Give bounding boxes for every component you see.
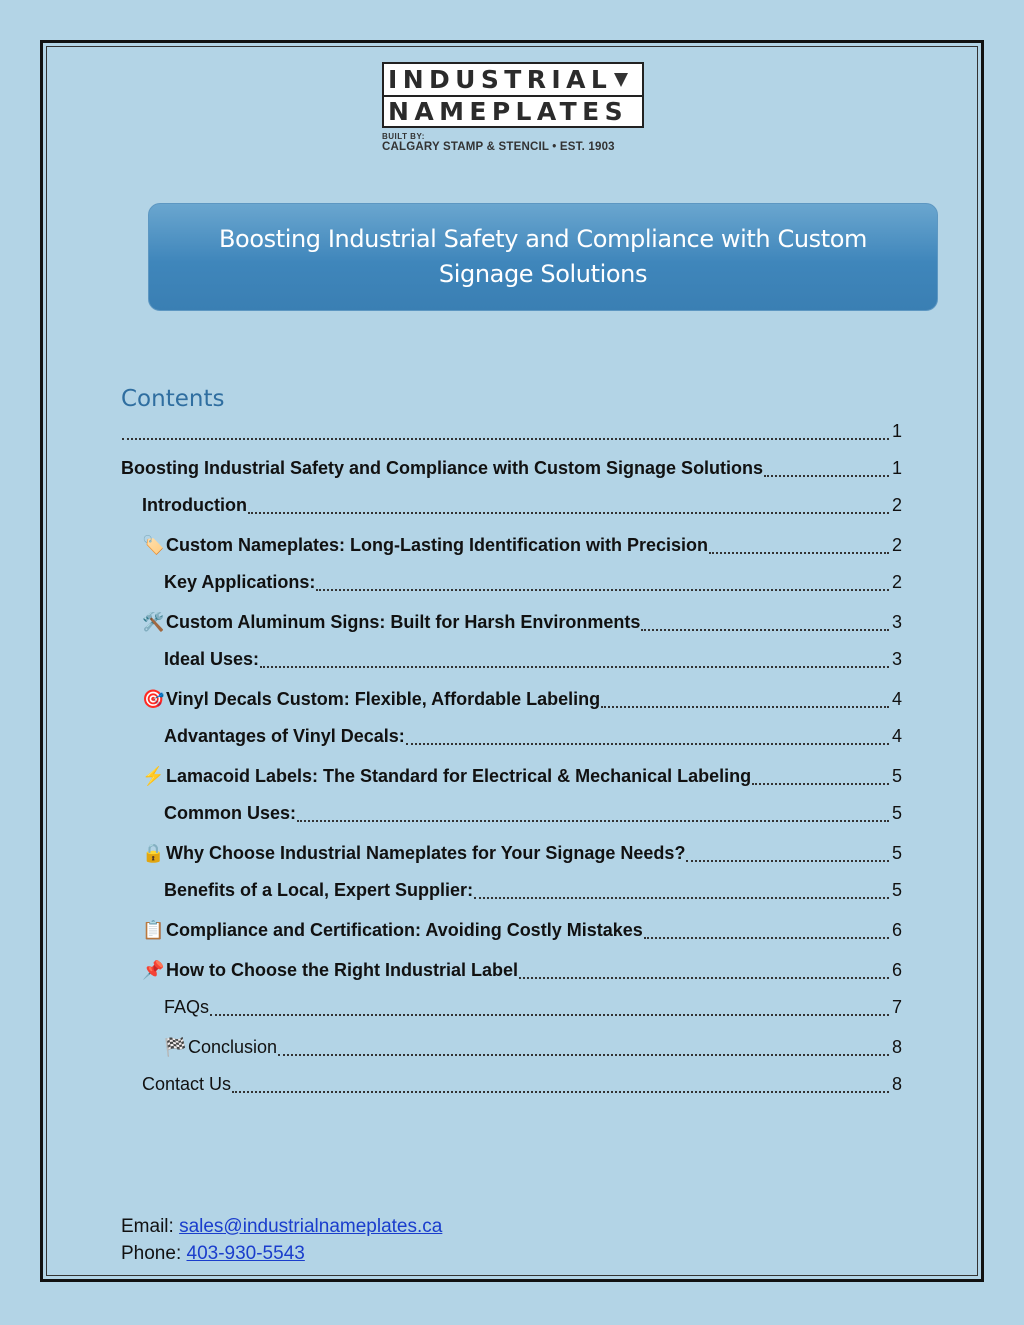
logo-line-2 bbox=[384, 95, 642, 126]
toc-page-number: 1 bbox=[891, 421, 902, 441]
toc-entry-icon: ⚡ bbox=[142, 766, 165, 786]
phone-link[interactable]: 403-930-5543 bbox=[186, 1243, 305, 1264]
toc-entry-label: Custom Aluminum Signs: Built for Harsh Environments bbox=[166, 612, 641, 632]
toc-page-number: 5 bbox=[891, 843, 902, 863]
toc-page-number: 3 bbox=[891, 649, 902, 669]
toc-entry[interactable] bbox=[164, 997, 902, 1021]
toc-page-number: 7 bbox=[891, 997, 902, 1017]
toc-entry[interactable] bbox=[142, 1074, 902, 1098]
toc-entry[interactable] bbox=[142, 612, 902, 636]
toc-entry-icon: 🎯 bbox=[142, 689, 165, 709]
company-logo bbox=[382, 62, 644, 153]
toc-dot-leader bbox=[641, 628, 889, 631]
toc-entry[interactable] bbox=[164, 572, 902, 596]
toc-page-number: 2 bbox=[891, 495, 902, 515]
toc-entry[interactable] bbox=[142, 535, 902, 559]
toc-page-number: 6 bbox=[891, 920, 902, 940]
toc-dot-leader bbox=[709, 551, 889, 554]
toc-page-number: 4 bbox=[891, 689, 902, 709]
toc-dot-leader bbox=[232, 1090, 889, 1093]
toc-entry-label: Advantages of Vinyl Decals: bbox=[164, 726, 405, 746]
toc-page-number: 5 bbox=[891, 880, 902, 900]
toc-entry-label: Contact Us bbox=[142, 1074, 232, 1094]
toc-entry[interactable] bbox=[164, 1037, 902, 1061]
toc-dot-leader bbox=[260, 665, 889, 668]
toc-entry[interactable] bbox=[121, 458, 902, 482]
toc-entry-label: Custom Nameplates: Long-Lasting Identification with Precision bbox=[166, 535, 709, 555]
toc-entry-label: Boosting Industrial Safety and Compliance with Custom Signage Solutions bbox=[121, 458, 764, 478]
toc-page-number: 2 bbox=[891, 535, 902, 555]
email-label: Email: bbox=[121, 1216, 180, 1237]
toc-dot-leader bbox=[297, 819, 889, 822]
toc-page-number: 4 bbox=[891, 726, 902, 746]
maple-leaf-icon bbox=[614, 73, 628, 87]
email-line bbox=[121, 1213, 442, 1240]
toc-dot-leader bbox=[519, 976, 889, 979]
toc-entry-label: Introduction bbox=[142, 495, 247, 515]
toc-entry-label: Benefits of a Local, Expert Supplier: bbox=[164, 880, 474, 900]
logo-subtitle: CALGARY STAMP & STENCIL • EST. 1903 bbox=[382, 141, 615, 153]
toc-page-number: 5 bbox=[891, 803, 902, 823]
toc-entry-icon: 🏷️ bbox=[142, 535, 165, 555]
logo-line-1 bbox=[384, 64, 642, 95]
title-banner bbox=[148, 203, 938, 311]
toc-entry-label: How to Choose the Right Industrial Label bbox=[166, 960, 519, 980]
toc-entry[interactable] bbox=[142, 689, 902, 713]
toc-entry-icon: 📋 bbox=[142, 920, 165, 940]
toc-entry-label: Common Uses: bbox=[164, 803, 297, 823]
email-link[interactable]: sales@industrialnameplates.ca bbox=[179, 1216, 443, 1237]
toc-entry-label: Lamacoid Labels: The Standard for Electrical & Mechanical Labeling bbox=[166, 766, 752, 786]
logo-built-by: BUILT BY: bbox=[382, 132, 425, 141]
phone-label: Phone: bbox=[121, 1243, 187, 1264]
toc-page-number: 3 bbox=[891, 612, 902, 632]
toc-entry[interactable] bbox=[142, 960, 902, 984]
toc-entry-label: Ideal Uses: bbox=[164, 649, 260, 669]
toc-page-number: 8 bbox=[891, 1074, 902, 1094]
toc-page-number: 5 bbox=[891, 766, 902, 786]
toc-entry[interactable] bbox=[164, 726, 902, 750]
toc-entry-icon: 📌 bbox=[142, 960, 165, 980]
toc-dot-leader bbox=[248, 511, 889, 514]
toc-dot-leader bbox=[764, 474, 889, 477]
toc-entry[interactable] bbox=[142, 843, 902, 867]
toc-dot-leader bbox=[686, 859, 889, 862]
toc-dot-leader bbox=[122, 437, 889, 440]
phone-line bbox=[121, 1240, 442, 1267]
toc-entry-label: Conclusion bbox=[188, 1037, 278, 1057]
toc-dot-leader bbox=[644, 936, 889, 939]
toc-dot-leader bbox=[278, 1053, 889, 1056]
toc-page-number: 2 bbox=[891, 572, 902, 592]
toc-entry-icon: 🏁 bbox=[164, 1037, 187, 1057]
toc-entry-icon: 🛠️ bbox=[142, 612, 165, 632]
logo-line-2-text: NAMEPLATES bbox=[388, 97, 629, 126]
contact-block bbox=[121, 1213, 442, 1267]
document-title: Boosting Industrial Safety and Compliance with Custom Signage Solutions bbox=[218, 225, 868, 288]
toc-entry[interactable] bbox=[142, 920, 902, 944]
toc-entry[interactable] bbox=[164, 649, 902, 673]
toc-dot-leader bbox=[474, 896, 889, 899]
toc-entry[interactable] bbox=[121, 421, 902, 445]
toc-entry[interactable] bbox=[142, 766, 902, 790]
toc-entry[interactable] bbox=[164, 803, 902, 827]
toc-entry-label: Compliance and Certification: Avoiding Costly Mistakes bbox=[166, 920, 643, 940]
toc-dot-leader bbox=[210, 1013, 889, 1016]
toc-entry-label: Why Choose Industrial Nameplates for Your Signage Needs? bbox=[166, 843, 686, 863]
toc-page-number: 1 bbox=[891, 458, 902, 478]
logo-line-1-text: INDUSTRIAL bbox=[388, 65, 613, 94]
toc-page-number: 8 bbox=[891, 1037, 902, 1057]
toc-entry-label: Key Applications: bbox=[164, 572, 316, 592]
toc-dot-leader bbox=[406, 742, 889, 745]
toc-dot-leader bbox=[601, 705, 889, 708]
toc-page-number: 6 bbox=[891, 960, 902, 980]
toc-entry-label: FAQs bbox=[164, 997, 210, 1017]
logo-box bbox=[382, 62, 644, 128]
contents-heading: Contents bbox=[121, 386, 225, 412]
toc-entry[interactable] bbox=[164, 880, 902, 904]
toc-entry-icon: 🔒 bbox=[142, 843, 165, 863]
toc-dot-leader bbox=[316, 588, 889, 591]
toc-entry-label: Vinyl Decals Custom: Flexible, Affordable Labeling bbox=[166, 689, 601, 709]
toc-dot-leader bbox=[752, 782, 889, 785]
toc-entry[interactable] bbox=[142, 495, 902, 519]
